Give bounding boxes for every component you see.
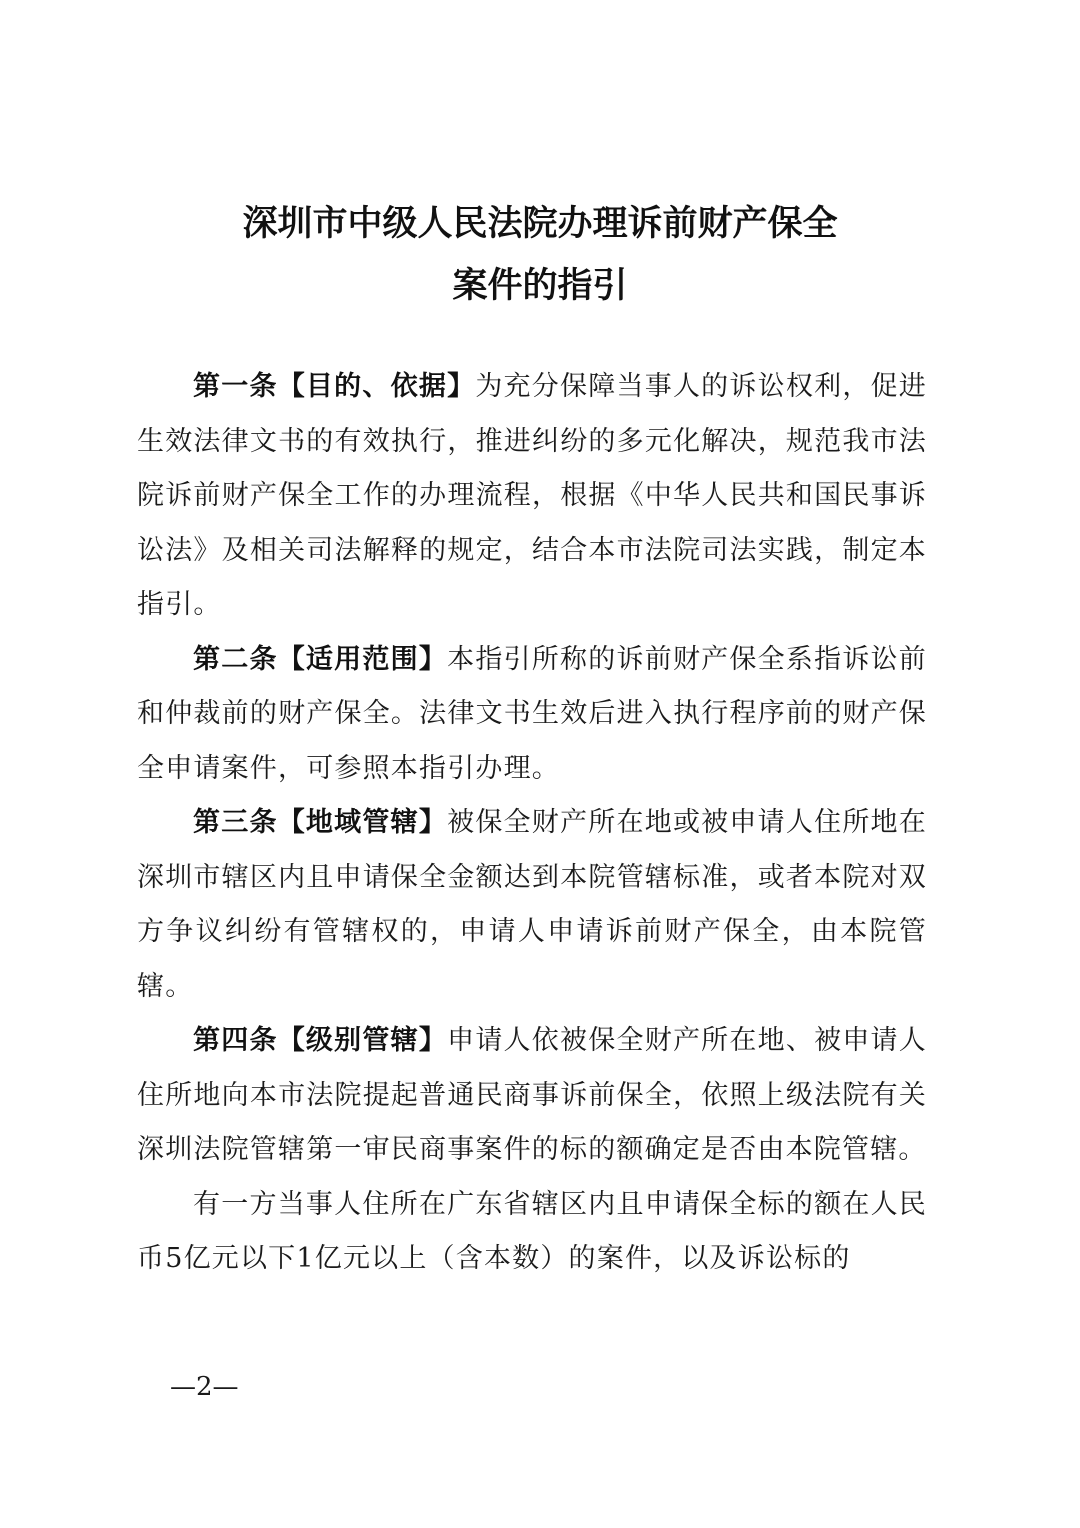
article-1 <box>137 360 927 633</box>
article-1-heading: 第一条【目的、依据】 <box>193 371 476 402</box>
article-4-heading: 第四条【级别管辖】 <box>193 1025 448 1056</box>
article-3-text: 被保全财产所在地或被申请人住所地在深圳市辖区内且申请保全金额达到本院管辖标准，或者本院对双方争议纠纷有管辖权的，申请人申请诉前财产保全，由本院管辖。 <box>137 807 927 1002</box>
article-2-text: 本指引所称的诉前财产保全系指诉讼前和仲裁前的财产保全。法律文书生效后进入执行程序前的财产保全申请案件，可参照本指引办理。 <box>137 643 927 784</box>
page-number: —2— <box>170 1372 239 1402</box>
document-title-line1: 深圳市中级人民法院办理诉前财产保全 <box>242 203 838 244</box>
article-1-text: 为充分保障当事人的诉讼权利，促进生效法律文书的有效执行，推进纠纷的多元化解决，规范我市法院诉前财产保全工作的办理流程，根据《中华人民共和国民事诉讼法》及相关司法解释的规定，结合本市法院司法实践，制定本指引。 <box>137 371 928 620</box>
document-title-line2: 案件的指引 <box>452 265 628 306</box>
document-body <box>137 360 927 1287</box>
article-4-paragraph-2: 有一方当事人住所在广东省辖区内且申请保全标的额在人民币5亿元以下1亿元以上（含本数）的案件，以及诉讼标的 <box>137 1188 927 1274</box>
article-3 <box>137 796 927 1014</box>
article-2-heading: 第二条【适用范围】 <box>193 643 448 675</box>
article-2 <box>137 633 927 797</box>
article-4 <box>137 1014 927 1178</box>
article-4-text: 申请人依被保全财产所在地、被申请人住所地向本市法院提起普通民商事诉前保全，依照上级法院有关深圳法院管辖第一审民商事案件的标的额确定是否由本院管辖。 <box>137 1025 927 1165</box>
article-3-heading: 第三条【地域管辖】 <box>193 807 448 838</box>
